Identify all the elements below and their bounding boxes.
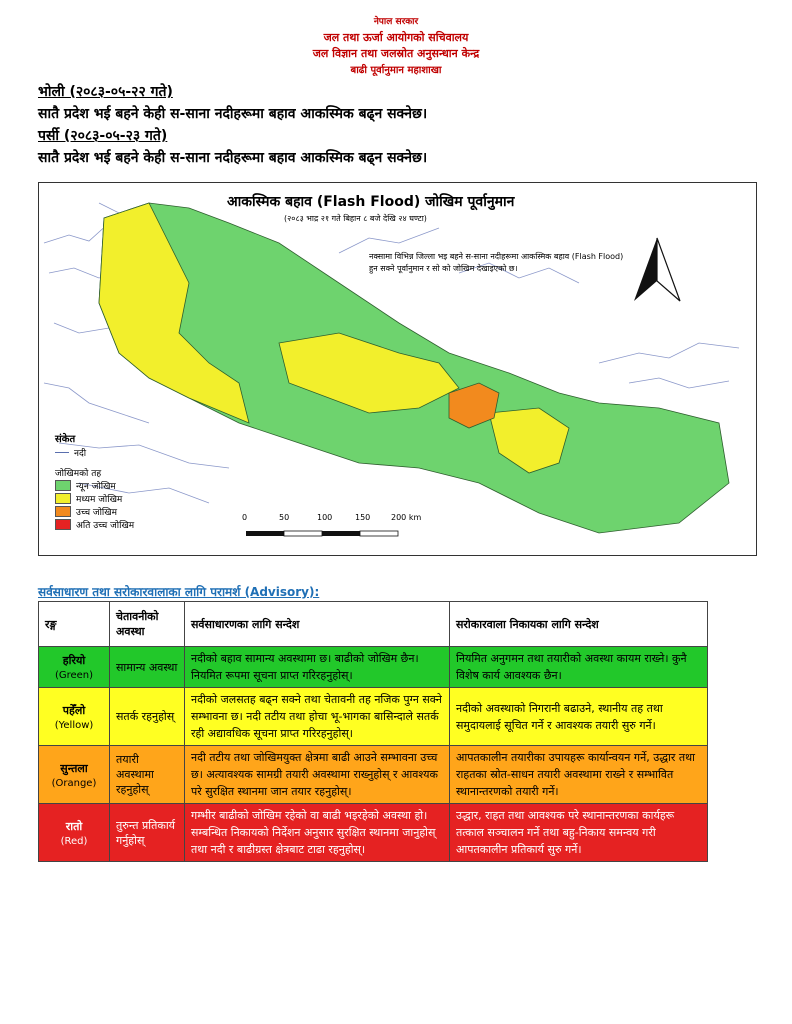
color-en: (Red) <box>60 835 88 847</box>
swatch-medium <box>55 493 71 504</box>
flash-flood-map <box>38 182 757 556</box>
center-name: जल विज्ञान तथा जलस्रोत अनुसन्धान केन्द्र <box>312 47 480 60</box>
agency-cell: नियमित अनुगमन तथा तयारीको अवस्था कायम राख्ने। कुनै विशेष कार्य आवश्यक छैन। <box>450 647 708 688</box>
color-en: (Green) <box>54 670 94 681</box>
color-cell <box>39 647 110 688</box>
color-cell <box>39 746 110 804</box>
gov-name: नेपाल सरकार <box>373 17 419 27</box>
color-np: हरियो <box>62 654 86 667</box>
table-row-yellow <box>39 688 708 746</box>
color-cell <box>39 804 110 862</box>
advisory-table <box>38 601 708 862</box>
legend-medium: मध्यम जोखिम <box>76 494 123 505</box>
day1-label: भोली (२०८३-०५-२२ गते) <box>38 84 173 100</box>
color-np: रातो <box>65 819 83 833</box>
map-note: नक्सामा विभिन्न जिल्ला भइ बहने स-साना नदीहरूमा आकस्मिक बहाव (Flash Flood) हुन सक्ने पूर्वानुमान र सो को जोखिम देखाइएको छ। <box>369 252 624 273</box>
table-header-row <box>39 602 708 647</box>
swatch-very-high <box>55 519 71 530</box>
header-color: रङ्ग <box>39 602 110 647</box>
table-row-green <box>39 647 708 688</box>
scale-50: 50 <box>279 513 290 522</box>
agency-cell: नदीको अवस्थाको निगरानी बढाउने, स्थानीय तह तथा समुदायलाई सूचित गर्ने र आवश्यक तयारी सुरु गर्ने। <box>450 688 708 746</box>
map-graphic <box>39 183 756 555</box>
map-subtitle: (२०८३ भाद्र २१ गते बिहान ८ बजे देखि २४ घण्टा) <box>284 214 427 223</box>
status-cell: तयारी अवस्थामा रहनुहोस् <box>110 746 185 804</box>
advisory-title: सर्वसाधारण तथा सरोकारवालाका लागि परामर्श (Advisory): <box>38 585 320 599</box>
table-row-red <box>39 804 708 862</box>
public-cell: नदीको बहाव सामान्य अवस्थामा छ। बाढीको जोखिम छैन। नियमित रूपमा सूचना प्राप्त गरिरहनुहोस्। <box>185 647 450 688</box>
legend-river-label: नदी <box>74 448 87 459</box>
scale-0: 0 <box>242 513 248 522</box>
status-cell: तुरुन्त प्रतिकार्य गर्नुहोस् <box>110 804 185 862</box>
public-cell: गम्भीर बाढीको जोखिम रहेको वा बाढी भइरहेको अवस्था हो। सम्बन्धित निकायको निर्देशन अनुसार सुरक्षित स्थानमा जानुहोस् तथा नदी र बाढीग्रस्त क्षेत्रबाट टाढा रहनुहोस्। <box>185 804 450 862</box>
day2-label: पर्सी (२०८३-०५-२३ गते) <box>38 128 168 144</box>
status-cell: सतर्क रहनुहोस् <box>110 688 185 746</box>
north-arrow <box>634 238 680 301</box>
agency-cell: उद्धार, राहत तथा आवश्यक परे स्थानान्तरणका कार्यहरू तत्काल सञ्चालन गर्ने तथा बहु-निकाय समन्वय गरी आपतकालीन प्रतिकार्य सुरु गर्ने। <box>450 804 708 862</box>
division-name: बाढी पूर्वानुमान महाशाखा <box>350 65 442 76</box>
scale-100: 100 <box>317 513 333 522</box>
legend-low: न्यून जोखिम <box>76 481 116 492</box>
legend-risk-title: जोखिमको तह <box>55 468 102 479</box>
agency-cell: आपतकालीन तयारीका उपायहरू कार्यान्वयन गर्ने, उद्धार तथा राहतका स्रोत-साधन तयारी अवस्थामा राख्ने र सम्भावित स्थानान्तरणको तयारी गर्ने। <box>450 746 708 804</box>
secretariat-name: जल तथा ऊर्जा आयोगको सचिवालय <box>323 31 469 44</box>
swatch-low <box>55 480 71 491</box>
swatch-high <box>55 506 71 517</box>
river-line-icon <box>55 452 69 453</box>
color-np: पहेँलो <box>62 703 86 717</box>
header-public: सर्वसाधारणका लागि सन्देश <box>185 602 450 647</box>
header-agency: सरोकारवाला निकायका लागि सन्देश <box>450 602 708 647</box>
public-cell: नदी तटीय तथा जोखिमयुक्त क्षेत्रमा बाढी आउने सम्भावना उच्च छ। अत्यावश्यक सामग्री तयारी अवस्थामा राख्नुहोस् र आवश्यक परे सुरक्षित स्थानमा जान तयार रहनुहोस्। <box>185 746 450 804</box>
color-np: सुन्तला <box>60 761 88 775</box>
color-en: (Yellow) <box>54 719 94 731</box>
status-cell: सामान्य अवस्था <box>110 647 185 688</box>
table-row-orange <box>39 746 708 804</box>
header-status: चेतावनीको अवस्था <box>110 602 185 647</box>
legend-title: संकेत <box>55 434 76 445</box>
scale-200: 200 km <box>391 513 422 522</box>
map-legend <box>55 431 134 530</box>
day2-text: सातै प्रदेश भई बहने केही स-साना नदीहरूमा बहाव आकस्मिक बढ्न सक्नेछ। <box>38 150 428 166</box>
scale-bar <box>246 531 398 536</box>
public-cell: नदीको जलसतह बढ्न सक्ने तथा चेतावनी तह नजिक पुग्न सक्ने सम्भावना छ। नदी तटीय तथा होचा भू-भागका बासिन्दाले सतर्क रही अद्यावधिक सूचना प्राप्त गरिरहनुहोस्। <box>185 688 450 746</box>
day1-text: सातै प्रदेश भई बहने केही स-साना नदीहरूमा बहाव आकस्मिक बढ्न सक्नेछ। <box>38 106 428 122</box>
scale-150: 150 <box>355 513 371 522</box>
legend-high: उच्च जोखिम <box>76 507 117 518</box>
map-title: आकस्मिक बहाव (Flash Flood) जोखिम पूर्वानुमान <box>227 194 515 210</box>
color-en: (Orange) <box>51 777 97 789</box>
legend-very-high: अति उच्च जोखिम <box>76 520 135 531</box>
color-cell <box>39 688 110 746</box>
